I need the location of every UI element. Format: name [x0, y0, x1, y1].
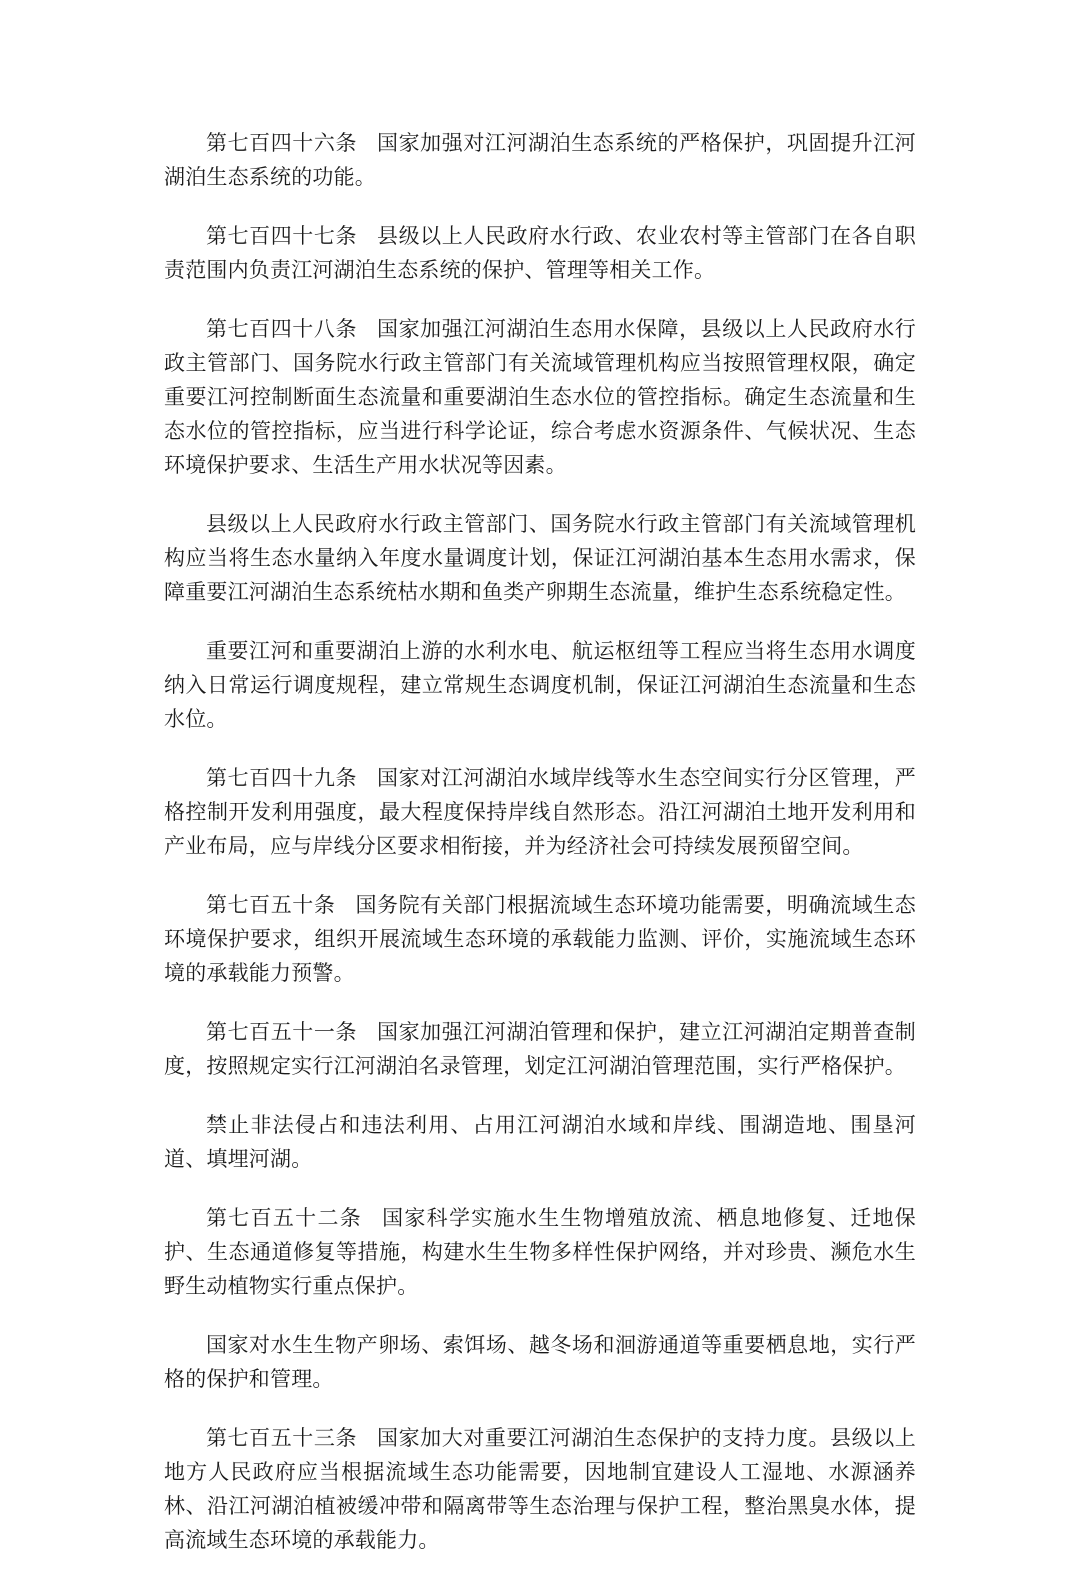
article-number: 第七百五十三条 [206, 1426, 358, 1450]
paragraph-text: 国务院有关部门根据流域生态环境功能需要，明确流域生态环境保护要求，组织开展流域生态环境的承载能力监测、评价，实施流域生态环境的承载能力预警。 [164, 893, 917, 985]
paragraph-text: 县级以上人民政府水行政主管部门、国务院水行政主管部门有关流域管理机构应当将生态水量纳入年度水量调度计划，保证江河湖泊基本生态用水需求，保障重要江河湖泊生态系统枯水期和鱼类产卵期生态流量，维护生态系统稳定性。 [164, 512, 916, 604]
paragraph-text: 国家对江河湖泊水域岸线等水生态空间实行分区管理，严格控制开发利用强度，最大程度保持岸线自然形态。沿江河湖泊土地开发利用和产业布局，应与岸线分区要求相衔接，并为经济社会可持续发展预留空间。 [164, 766, 917, 858]
paragraph-text: 重要江河和重要湖泊上游的水利水电、航运枢纽等工程应当将生态用水调度纳入日常运行调度规程，建立常规生态调度机制，保证江河湖泊生态流量和生态水位。 [164, 639, 916, 731]
article-number: 第七百四十八条 [206, 317, 358, 341]
document-body [164, 126, 916, 1582]
article-number: 第七百五十一条 [206, 1020, 358, 1044]
article-number: 第七百四十六条 [206, 131, 358, 155]
paragraph-748 [164, 312, 916, 482]
paragraph-748-3 [164, 634, 916, 736]
paragraph-text: 国家加强江河湖泊生态用水保障，县级以上人民政府水行政主管部门、国务院水行政主管部门有关流域管理机构应当按照管理权限，确定重要江河控制断面生态流量和重要湖泊生态水位的管控指标。确定生态流量和生态水位的管控指标，应当进行科学论证，综合考虑水资源条件、气候状况、生态环境保护要求、生活生产用水状况等因素。 [164, 317, 917, 477]
paragraph-751 [164, 1015, 916, 1083]
paragraph-749 [164, 761, 916, 863]
paragraph-751-2 [164, 1108, 916, 1176]
paragraph-748-2 [164, 507, 916, 609]
article-number: 第七百四十九条 [206, 766, 358, 790]
paragraph-746 [164, 126, 916, 194]
paragraph-text: 禁止非法侵占和违法利用、占用江河湖泊水域和岸线、围湖造地、围垦河道、填埋河湖。 [164, 1113, 916, 1171]
paragraph-text: 国家加大对重要江河湖泊生态保护的支持力度。县级以上地方人民政府应当根据流域生态功能需要，因地制宜建设人工湿地、水源涵养林、沿江河湖泊植被缓冲带和隔离带等生态治理与保护工程，整治黑臭水体，提高流域生态环境的承载能力。 [164, 1426, 917, 1552]
article-number: 第七百五十二条 [206, 1206, 363, 1230]
paragraph-text: 国家加强对江河湖泊生态系统的严格保护，巩固提升江河湖泊生态系统的功能。 [164, 131, 917, 189]
paragraph-text: 国家对水生生物产卵场、索饵场、越冬场和洄游通道等重要栖息地，实行严格的保护和管理。 [164, 1333, 916, 1391]
article-number: 第七百四十七条 [206, 224, 358, 248]
paragraph-text: 国家加强江河湖泊管理和保护，建立江河湖泊定期普查制度，按照规定实行江河湖泊名录管理，划定江河湖泊管理范围，实行严格保护。 [164, 1020, 917, 1078]
paragraph-753 [164, 1421, 916, 1557]
article-number: 第七百五十条 [206, 893, 336, 917]
paragraph-750 [164, 888, 916, 990]
paragraph-text: 国家科学实施水生生物增殖放流、栖息地修复、迁地保护、生态通道修复等措施，构建水生生物多样性保护网络，并对珍贵、濒危水生野生动植物实行重点保护。 [164, 1206, 916, 1298]
paragraph-747 [164, 219, 916, 287]
paragraph-752-2 [164, 1328, 916, 1396]
paragraph-752 [164, 1201, 916, 1303]
paragraph-text: 县级以上人民政府水行政、农业农村等主管部门在各自职责范围内负责江河湖泊生态系统的保护、管理等相关工作。 [164, 224, 917, 282]
